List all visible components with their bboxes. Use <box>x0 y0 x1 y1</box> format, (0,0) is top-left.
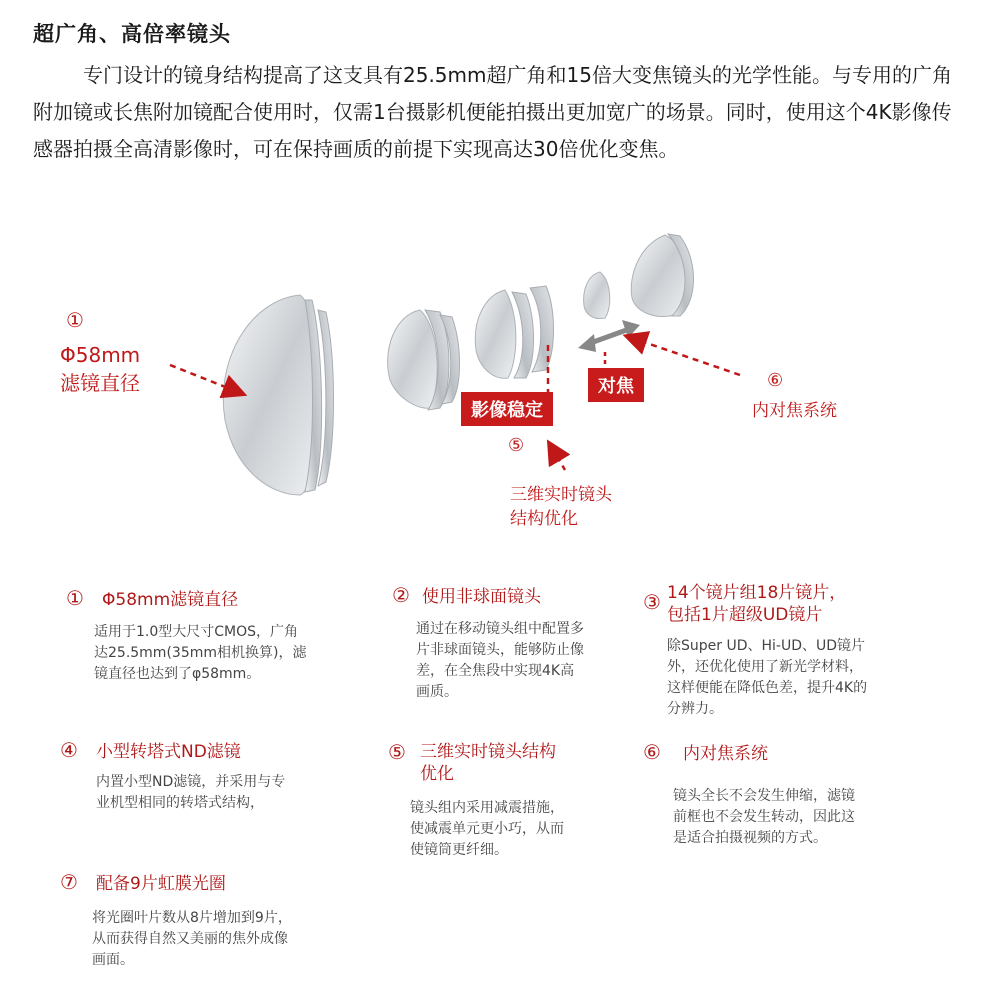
feature-1-desc-line: 达25.5mm(35mm相机换算)，滤 <box>94 645 307 661</box>
pointer-inner-focus <box>632 338 740 375</box>
feature-6-desc-line: 前框也不会发生转动，因此这 <box>673 809 855 825</box>
callout-number-1: ① <box>66 308 84 332</box>
feature-3-desc <box>667 636 867 720</box>
feature-4-title: 小型转塔式ND滤镜 <box>96 742 241 762</box>
callout-optimize-line2: 结构优化 <box>510 509 578 529</box>
feature-5 <box>388 740 638 870</box>
feature-2-desc-line: 片非球面镜头，能够防止像 <box>416 642 584 658</box>
feature-7 <box>60 870 380 980</box>
feature-2 <box>392 583 642 703</box>
section-heading: 超广角、高倍率镜头 <box>33 22 231 46</box>
callout-number-5: ⑤ <box>508 435 525 456</box>
rear-lens <box>631 234 693 316</box>
feature-3 <box>643 584 943 724</box>
feature-5-desc-line: 使镜筒更纤细。 <box>410 842 508 858</box>
feature-6-desc <box>673 786 855 849</box>
feature-4 <box>60 738 380 828</box>
feature-1-desc <box>94 622 306 685</box>
feature-2-desc-line: 差，在全焦段中实现4K高 <box>416 663 575 679</box>
feature-6-number: ⑥ <box>643 740 661 764</box>
feature-7-number: ⑦ <box>60 870 78 894</box>
focus-label: 对焦 <box>588 368 644 402</box>
intro-text: 专门设计的镜身结构提高了这支具有25.5mm超广角和15倍大变焦镜头的光学性能。与专用的广角附加镜或长焦附加镜配合使用时，仅需1台摄影机便能拍摄出更加宽广的场景。同时，使用这个4K影像传感器拍摄全高清影像时，可在保持画质的前提下实现高达30倍优化变焦。 <box>33 63 952 161</box>
callout-inner-focus: 内对焦系统 <box>752 401 837 421</box>
feature-2-number: ② <box>392 583 410 607</box>
feature-4-desc-line: 业机型相同的转塔式结构， <box>96 795 264 811</box>
feature-1 <box>66 586 366 696</box>
feature-6-desc-line: 是适合拍摄视频的方式。 <box>673 830 827 846</box>
callout-filter-label: 滤镜直径 <box>60 371 140 395</box>
feature-6-desc-line: 镜头全长不会发生伸缩，滤镜 <box>673 788 855 804</box>
feature-5-title-line: 优化 <box>420 764 454 784</box>
feature-2-desc-line: 通过在移动镜头组中配置多 <box>416 621 584 637</box>
lens-group-3 <box>475 286 553 378</box>
intro-paragraph <box>33 57 958 168</box>
pointer-lens-optimize <box>552 448 565 470</box>
feature-3-number: ③ <box>643 590 661 614</box>
feature-3-desc-line: 这样便能在降低色差，提升4K的 <box>667 680 868 696</box>
feature-1-desc-line: 镜直径也达到了φ58mm。 <box>94 666 261 682</box>
feature-7-desc-line: 将光圈叶片数从8片增加到9片， <box>92 910 292 926</box>
lens-group-2 <box>388 310 460 410</box>
feature-2-desc <box>416 619 584 703</box>
feature-5-number: ⑤ <box>388 740 406 764</box>
feature-1-title: Φ58mm滤镜直径 <box>102 590 239 610</box>
lens-diagram <box>0 220 990 560</box>
feature-7-desc-line: 从而获得自然又美丽的焦外成像 <box>92 931 288 947</box>
feature-4-desc <box>96 772 285 814</box>
feature-3-title <box>667 582 846 626</box>
feature-7-title: 配备9片虹膜光圈 <box>96 874 226 894</box>
feature-2-title: 使用非球面镜头 <box>422 587 541 607</box>
focus-lens <box>584 272 610 319</box>
feature-3-desc-line: 分辨力。 <box>667 701 723 717</box>
feature-3-desc-line: 除Super UD、Hi-UD、UD镜片 <box>667 638 866 654</box>
feature-2-desc-line: 画质。 <box>416 684 458 700</box>
callout-number-6: ⑥ <box>767 370 784 391</box>
feature-7-desc <box>92 908 292 971</box>
image-stabilizer-label: 影像稳定 <box>461 392 553 426</box>
feature-5-desc <box>410 798 564 861</box>
feature-7-desc-line: 画面。 <box>92 952 134 968</box>
feature-6 <box>643 740 943 860</box>
feature-3-title-line: 14个镜片组18片镜片， <box>667 583 847 603</box>
front-lens-group <box>223 295 333 495</box>
feature-5-desc-line: 镜头组内采用减震措施， <box>410 800 564 816</box>
feature-1-desc-line: 适用于1.0型大尺寸CMOS，广角 <box>94 624 299 640</box>
feature-3-desc-line: 外，还优化使用了新光学材料， <box>667 659 863 675</box>
feature-5-title <box>420 741 556 785</box>
feature-5-title-line: 三维实时镜头结构 <box>420 742 556 762</box>
feature-4-desc-line: 内置小型ND滤镜，并采用与专 <box>96 774 286 790</box>
callout-optimize-line1: 三维实时镜头 <box>510 485 612 505</box>
lens-elements-graphic <box>0 220 990 560</box>
feature-6-title: 内对焦系统 <box>683 744 768 764</box>
feature-3-title-line: 包括1片超级UD镜片 <box>667 605 823 625</box>
callout-filter-value: Φ58mm <box>60 343 141 367</box>
feature-5-desc-line: 使减震单元更小巧，从而 <box>410 821 564 837</box>
feature-1-number: ① <box>66 586 84 610</box>
feature-4-number: ④ <box>60 738 78 762</box>
focus-movement-arrow <box>578 320 640 352</box>
